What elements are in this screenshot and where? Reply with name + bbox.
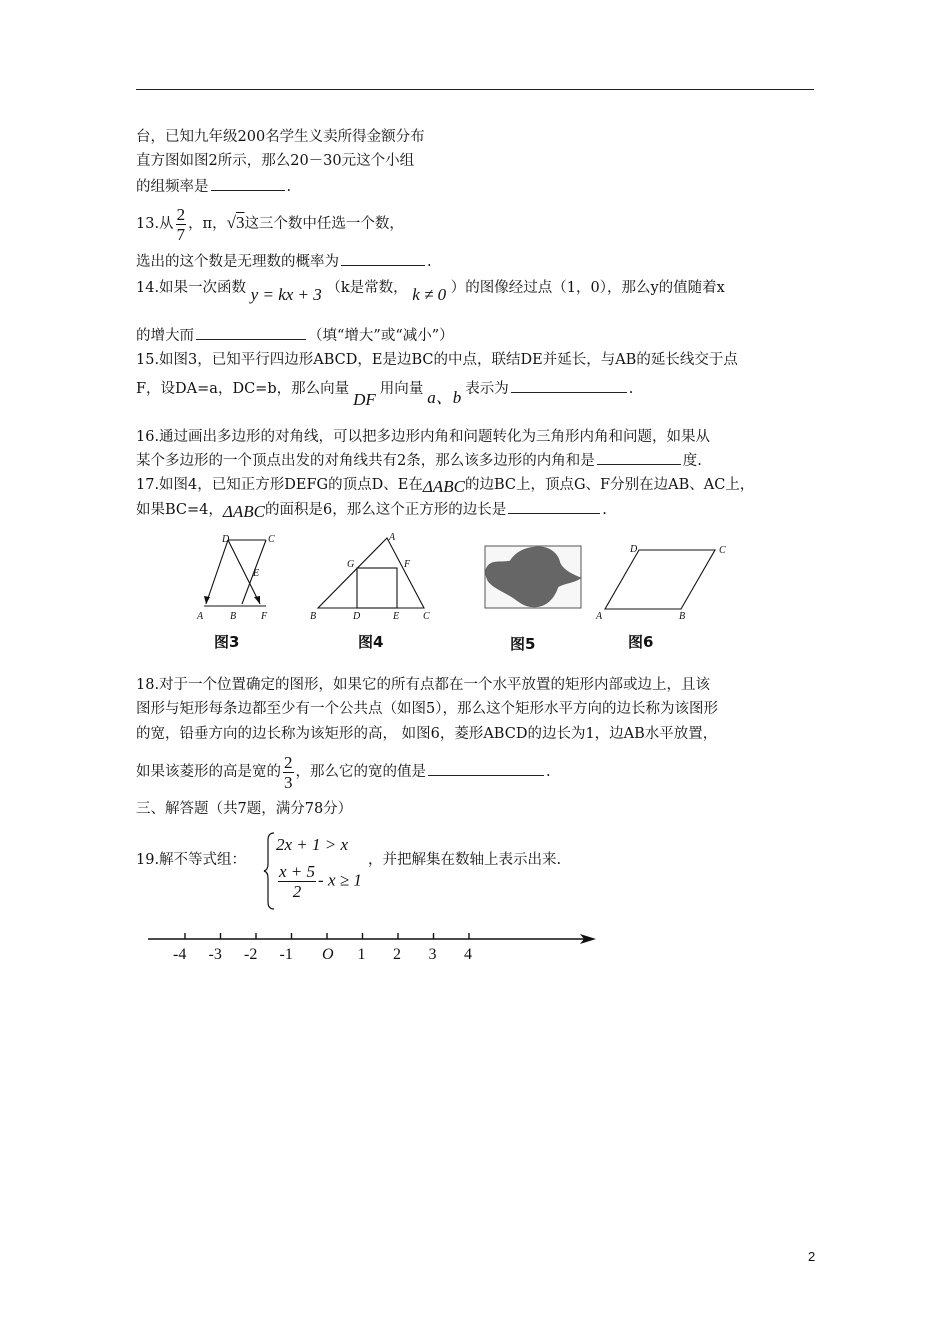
number-line-label: 1 xyxy=(357,946,366,963)
answer-blank-17[interactable] xyxy=(508,499,600,514)
section-3-heading: 三、解答题（共7题，满分78分） xyxy=(136,801,353,817)
p14-line2: 的增大而 （填“增大”或“减小”） xyxy=(136,325,454,346)
fig4-caption: 图4 xyxy=(358,633,384,651)
number-line-label: -2 xyxy=(244,946,258,963)
inequality-1: 2x + 1 > x xyxy=(276,835,349,854)
fig3-label-c: C xyxy=(268,534,275,545)
number-line-label: 2 xyxy=(393,946,401,963)
number-line xyxy=(140,925,610,970)
fig6-label-a: A xyxy=(596,611,603,622)
number-line-label: O xyxy=(322,946,334,963)
p15-line1: 15.如图3，已知平行四边形ABCD，E是边BC的中点，联结DE并延长，与AB的延长线交于点 xyxy=(136,352,738,368)
vector-df: DF xyxy=(353,390,376,409)
fig6-label-b: B xyxy=(679,611,686,622)
header-rule xyxy=(136,89,814,90)
fig4-label-f: F xyxy=(404,559,411,570)
fig3-label-d: D xyxy=(222,534,230,545)
fig4-label-c: C xyxy=(423,611,430,622)
answer-blank-12[interactable] xyxy=(211,176,285,191)
p16-line2: 某个多边形的一个顶点出发的对角线共有2条，那么该多边形的内角和是 度. xyxy=(136,450,702,471)
fig4-label-b: B xyxy=(310,611,317,622)
fraction-2-7: $\frac{2}{7}$ xyxy=(176,204,186,244)
fig5-caption: 图5 xyxy=(510,635,536,653)
problem-13: 13.从 $\frac{2}{7}$ ，π，√3这三个数中任选一个数， xyxy=(136,204,404,244)
p17-line1: 17.如图4，已知正方形DEFG的顶点D、E在ΔABC的边BC上，顶点G、F分别在边AB、AC上， xyxy=(136,477,755,496)
p13-line2: 选出的这个数是无理数的概率为 . xyxy=(136,251,432,272)
fraction-2-3: $\frac{2}{3}$ xyxy=(284,752,293,792)
p19-label: 19.解不等式组： xyxy=(136,852,247,868)
p15-line2: F，设DA=a，DC=b，那么向量DF用向量 a、b 表示为 . xyxy=(136,378,633,399)
answer-blank-16[interactable] xyxy=(597,450,681,465)
p18-line3: 的宽，铅垂方向的边长称为该矩形的高， 如图6，菱形ABCD的边长为1，边AB水平放置， xyxy=(136,726,718,742)
p12-line2: 直方图如图2所示，那么20－30元这个小组 xyxy=(136,153,415,169)
answer-blank-18[interactable] xyxy=(428,761,544,776)
figure-4-triangle-square xyxy=(306,528,436,628)
figure-6-rhombus xyxy=(592,540,732,625)
vector-ab: a、b xyxy=(427,388,462,407)
p16-line1: 16.通过画出多边形的对角线，可以把多边形内角和问题转化为三角形内角和问题，如果从 xyxy=(136,429,711,445)
page-number: 2 xyxy=(808,1249,816,1264)
fig3-label-a: A xyxy=(197,611,204,622)
p18-line4: 如果该菱形的高是宽的 $\frac{2}{3}$ ，那么它的宽的值是 . xyxy=(136,752,551,792)
fig6-label-c: C xyxy=(719,545,726,556)
fig6-label-d: D xyxy=(630,544,638,555)
p19-rest: ，并把解集在数轴上表示出来. xyxy=(368,852,562,868)
figure-3-parallelogram xyxy=(190,530,280,630)
figure-5-blob-in-rectangle xyxy=(484,545,584,610)
answer-blank-14[interactable] xyxy=(196,325,306,340)
answer-blank-13[interactable] xyxy=(341,251,425,266)
fig6-caption: 图6 xyxy=(628,633,654,651)
number-line-label: 4 xyxy=(464,946,472,963)
fig4-label-g: G xyxy=(347,559,355,570)
p18-line1: 18.对于一个位置确定的图形，如果它的所有点都在一个水平放置的矩形内部或边上，且该 xyxy=(136,677,711,693)
fig3-label-f: F xyxy=(261,611,268,622)
p17-line2: 如果BC=4，ΔABC的面积是6，那么这个正方形的边长是 . xyxy=(136,499,607,520)
sqrt-3: √3 xyxy=(226,213,245,232)
inequality-2: $\frac{x + 5}{2}$ - x ≥ 1 xyxy=(279,862,362,901)
fig4-label-e: E xyxy=(393,611,400,622)
p12-line3: 的组频率是 . xyxy=(136,176,291,197)
fig4-label-d: D xyxy=(353,611,361,622)
number-line-label: 3 xyxy=(428,946,437,963)
triangle-abc: ΔABC xyxy=(422,477,465,496)
p12-line1: 台，已知九年级200名学生义卖所得金额分布 xyxy=(136,129,425,145)
number-line-label: -3 xyxy=(208,946,222,963)
fig3-label-b: B xyxy=(230,611,237,622)
number-line-label: -4 xyxy=(173,946,187,963)
number-line-label: -1 xyxy=(279,946,293,963)
fig3-label-e: E xyxy=(253,568,260,579)
p18-line2: 图形与矩形每条边都至少有一个公共点（如图5），那么这个矩形水平方向的边长称为该图形 xyxy=(136,701,718,717)
problem-14: 14.如果一次函数 y = kx + 3 （k是常数， k ≠ 0 ）的图像经过点（1，0），那么y的值随着x xyxy=(136,280,725,304)
fig4-label-a: A xyxy=(389,532,396,543)
answer-blank-15[interactable] xyxy=(511,378,627,393)
fig3-caption: 图3 xyxy=(214,633,240,651)
